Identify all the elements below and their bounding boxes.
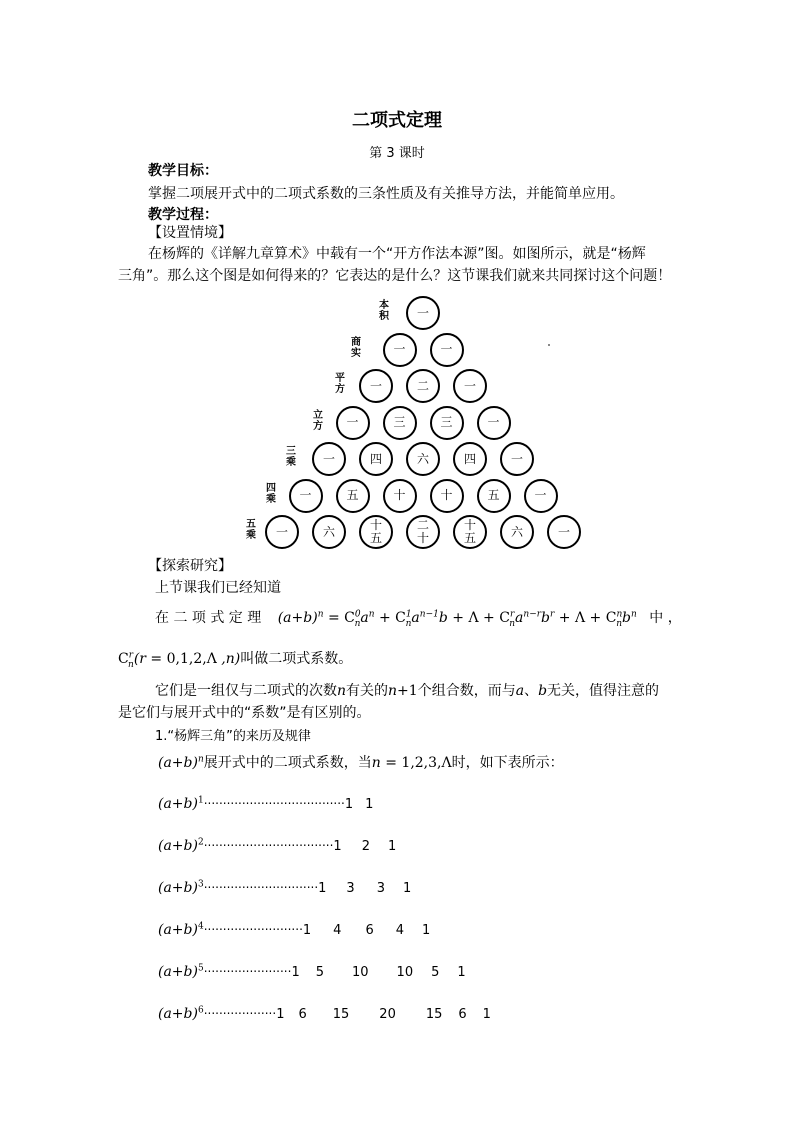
triangle-row-label: 立 方 — [313, 409, 323, 432]
triangle-number-circle — [547, 515, 581, 549]
explore-paragraph-1: 上节课我们已经知道 — [155, 580, 281, 596]
binomial-coefficient: 1 — [302, 922, 312, 938]
binomial-coefficient: 1 — [344, 796, 354, 812]
scene-paragraph-2: 三角”。那么这个图是如何得来的？它表达的是什么？这节课我们就来共同探讨这个问题！ — [118, 268, 672, 284]
var-a-b: a、b — [515, 683, 548, 699]
triangle-row-label: 四 乘 — [266, 482, 276, 505]
theorem-suffix: 中 ， — [649, 610, 682, 626]
binomial-coefficient: 6 — [298, 1006, 307, 1022]
triangle-number: 一 — [440, 342, 453, 356]
triangle-number: 一 — [416, 305, 429, 320]
binomial-power: $(a+b)^3$ — [158, 879, 204, 896]
triangle-number: 六 — [322, 524, 335, 539]
p4-part-b: 有关的 — [346, 683, 389, 699]
binomial-coefficient: 1 — [482, 1006, 491, 1022]
triangle-number-circle — [430, 333, 464, 367]
triangle-number: 五 — [487, 488, 500, 502]
triangle-number-circle — [406, 515, 440, 549]
triangle-number-circle — [383, 479, 417, 513]
binomial-coefficient: 3 — [376, 880, 385, 896]
triangle-number: 四 — [369, 451, 382, 466]
triangle-number: 一 — [487, 415, 500, 429]
binomial-power: $(a+b)^1$ — [158, 795, 204, 812]
triangle-number: 十 — [440, 488, 453, 502]
leader-dots: ·································· — [203, 838, 334, 853]
binomial-coefficient: 5 — [315, 964, 324, 980]
explore-heading: 【探索研究】 — [148, 558, 232, 574]
p4-part-a: 它们是一组仅与二项式的次数 — [155, 683, 337, 699]
triangle-number-circle — [477, 479, 511, 513]
triangle-number-circle — [477, 406, 511, 440]
triangle-number: 一 — [369, 378, 382, 393]
binomial-coefficient: 1 — [402, 880, 412, 896]
triangle-number: 一 — [510, 451, 523, 466]
triangle-number: 一 — [346, 415, 359, 429]
triangle-number: 二 — [416, 378, 429, 393]
triangle-number: 十 五 — [369, 518, 382, 545]
expansion-row — [158, 921, 430, 938]
binomial-coefficient: 15 — [425, 1006, 443, 1022]
binomial-coefficient: 6 — [458, 1006, 467, 1022]
triangle-number: 一 — [557, 524, 570, 539]
lesson-number: 第 3 课时 — [369, 146, 425, 161]
triangle-number: 三 — [440, 415, 453, 429]
binomial-coefficient: 5 — [431, 964, 440, 980]
binomial-coefficient: 3 — [346, 880, 355, 896]
binomial-coefficient: 4 — [333, 922, 342, 938]
binomial-theorem-line — [155, 607, 682, 629]
binomial-coefficient: 6 — [365, 922, 374, 938]
triangle-number: 一 — [275, 524, 288, 539]
triangle-number-circle — [524, 479, 558, 513]
p4-part-c: 个组合数，而与 — [417, 683, 516, 699]
coefficient-formula: $C^r_n(r = 0,1,2,\Lambda$ ,n) — [118, 650, 241, 670]
scene-heading: 【设置情境】 — [148, 225, 232, 241]
binomial-coefficient: 20 — [379, 1006, 396, 1022]
triangle-number-circle — [500, 442, 534, 476]
triangle-number: 十 — [393, 488, 406, 502]
triangle-number-circle — [336, 479, 370, 513]
triangle-number: 一 — [393, 342, 406, 356]
expansion-row — [158, 795, 373, 812]
leader-dots: ····································· — [203, 796, 345, 811]
intro-part-a: 展开式中的二项式系数，当 — [203, 755, 372, 771]
triangle-number: 六 — [510, 524, 523, 539]
expansion-intro — [158, 752, 564, 772]
binomial-coefficient: 1 — [276, 1006, 285, 1022]
binomial-theorem-formula: $(a+b)^n = C^0_na^n + C^1_na^{n-1}b + \Lambda + C^r_na^{n-r}b^r + \Lambda + C^n_nb^n$ — [277, 609, 637, 629]
section-1-heading: 1.“杨辉三角”的来历及规律 — [155, 729, 311, 744]
triangle-number-circle — [383, 333, 417, 367]
triangle-number-circle — [359, 515, 393, 549]
expansion-row — [158, 1005, 491, 1022]
goal-heading: 教学目标： — [148, 163, 218, 179]
triangle-row-label: 三 乘 — [286, 446, 296, 468]
leader-dots: ··················· — [203, 1006, 277, 1021]
scene-paragraph-1: 在杨辉的《详解九章算术》中载有一个“开方作法本源”图。如图所示，就是“杨辉 — [148, 246, 646, 262]
triangle-row-label: 平 方 — [335, 373, 345, 395]
binomial-coefficient: 1 — [333, 838, 342, 854]
triangle-row-label: 本 积 — [379, 300, 389, 322]
binomial-coefficient: 1 — [365, 796, 374, 812]
binomial-coefficient: 1 — [457, 964, 466, 980]
var-n: n — [337, 683, 347, 699]
triangle-number-circle — [430, 479, 464, 513]
binomial-power: $(a+b)^2$ — [158, 837, 204, 854]
binomial-coefficient: 15 — [332, 1006, 350, 1022]
triangle-number-circle — [406, 296, 440, 330]
triangle-number-circle — [406, 442, 440, 476]
p4-part-d: 无关，值得注意的 — [547, 683, 660, 699]
binomial-coefficient: 1 — [318, 880, 327, 896]
binomial-coefficient: 10 — [396, 964, 414, 980]
triangle-number: 六 — [416, 451, 429, 466]
triangle-number: 四 — [463, 451, 476, 466]
triangle-number-circle — [500, 515, 534, 549]
triangle-number: 一 — [463, 378, 476, 393]
triangle-number: 一 — [299, 488, 312, 502]
triangle-number-circle — [383, 406, 417, 440]
intro-part-b: 时，如下表所示： — [451, 755, 564, 771]
binomial-power-n: $(a+b)^n$ — [158, 754, 204, 771]
binomial-coefficient: 2 — [361, 838, 370, 854]
theorem-prefix: 在 二 项 式 定 理 — [155, 610, 262, 626]
explore-paragraph-5: 是它们与展开式中的“系数”是有区别的。 — [118, 705, 371, 721]
coefficient-definition-text: 叫做二项式系数。 — [240, 651, 353, 667]
binomial-coefficient: 1 — [387, 838, 397, 854]
triangle-number-circle — [406, 369, 440, 403]
binomial-power: $(a+b)^5$ — [158, 963, 204, 980]
triangle-number-circle — [430, 406, 464, 440]
n-values: n = 1,2,3,Λ — [371, 755, 452, 771]
explore-paragraph-4 — [155, 680, 659, 700]
expansion-row — [158, 879, 411, 896]
triangle-row-label: 五 乘 — [246, 519, 256, 541]
triangle-number-circle — [312, 442, 346, 476]
binomial-coefficient: 4 — [395, 922, 405, 938]
triangle-number: 五 — [346, 488, 359, 502]
leader-dots: ·························· — [203, 922, 303, 937]
triangle-number-circle — [336, 406, 370, 440]
binomial-coefficient: 10 — [352, 964, 369, 980]
expansion-row — [158, 963, 466, 980]
triangle-number-circle — [359, 442, 393, 476]
triangle-number-circle — [312, 515, 346, 549]
binomial-power: $(a+b)^4$ — [158, 921, 204, 938]
binomial-coefficient: 1 — [422, 922, 431, 938]
process-heading: 教学过程： — [148, 207, 218, 223]
page-title: 二项式定理 — [352, 110, 442, 131]
triangle-number-circle — [359, 369, 393, 403]
triangle-number: 一 — [534, 488, 547, 502]
triangle-row-label: 商 实 — [351, 336, 361, 359]
triangle-number: 二 十 — [416, 518, 429, 545]
triangle-number-circle — [289, 479, 323, 513]
goal-text: 掌握二项展开式中的二项式系数的三条性质及有关推导方法，并能简单应用。 — [148, 186, 624, 202]
expansion-row — [158, 837, 396, 854]
triangle-number-circle — [453, 369, 487, 403]
stray-dot — [548, 344, 550, 346]
leader-dots: ······························ — [203, 880, 319, 895]
binomial-power: $(a+b)^6$ — [158, 1005, 204, 1022]
binomial-coefficient: 1 — [291, 964, 300, 980]
triangle-number: 三 — [393, 415, 406, 429]
triangle-number: 十 五 — [463, 518, 476, 545]
triangle-number-circle — [453, 442, 487, 476]
coefficient-definition — [118, 648, 352, 670]
triangle-number: 一 — [322, 451, 335, 466]
n-plus-1: n+1 — [388, 683, 418, 699]
triangle-number-circle — [453, 515, 487, 549]
leader-dots: ······················· — [203, 964, 292, 979]
triangle-number-circle — [265, 515, 299, 549]
